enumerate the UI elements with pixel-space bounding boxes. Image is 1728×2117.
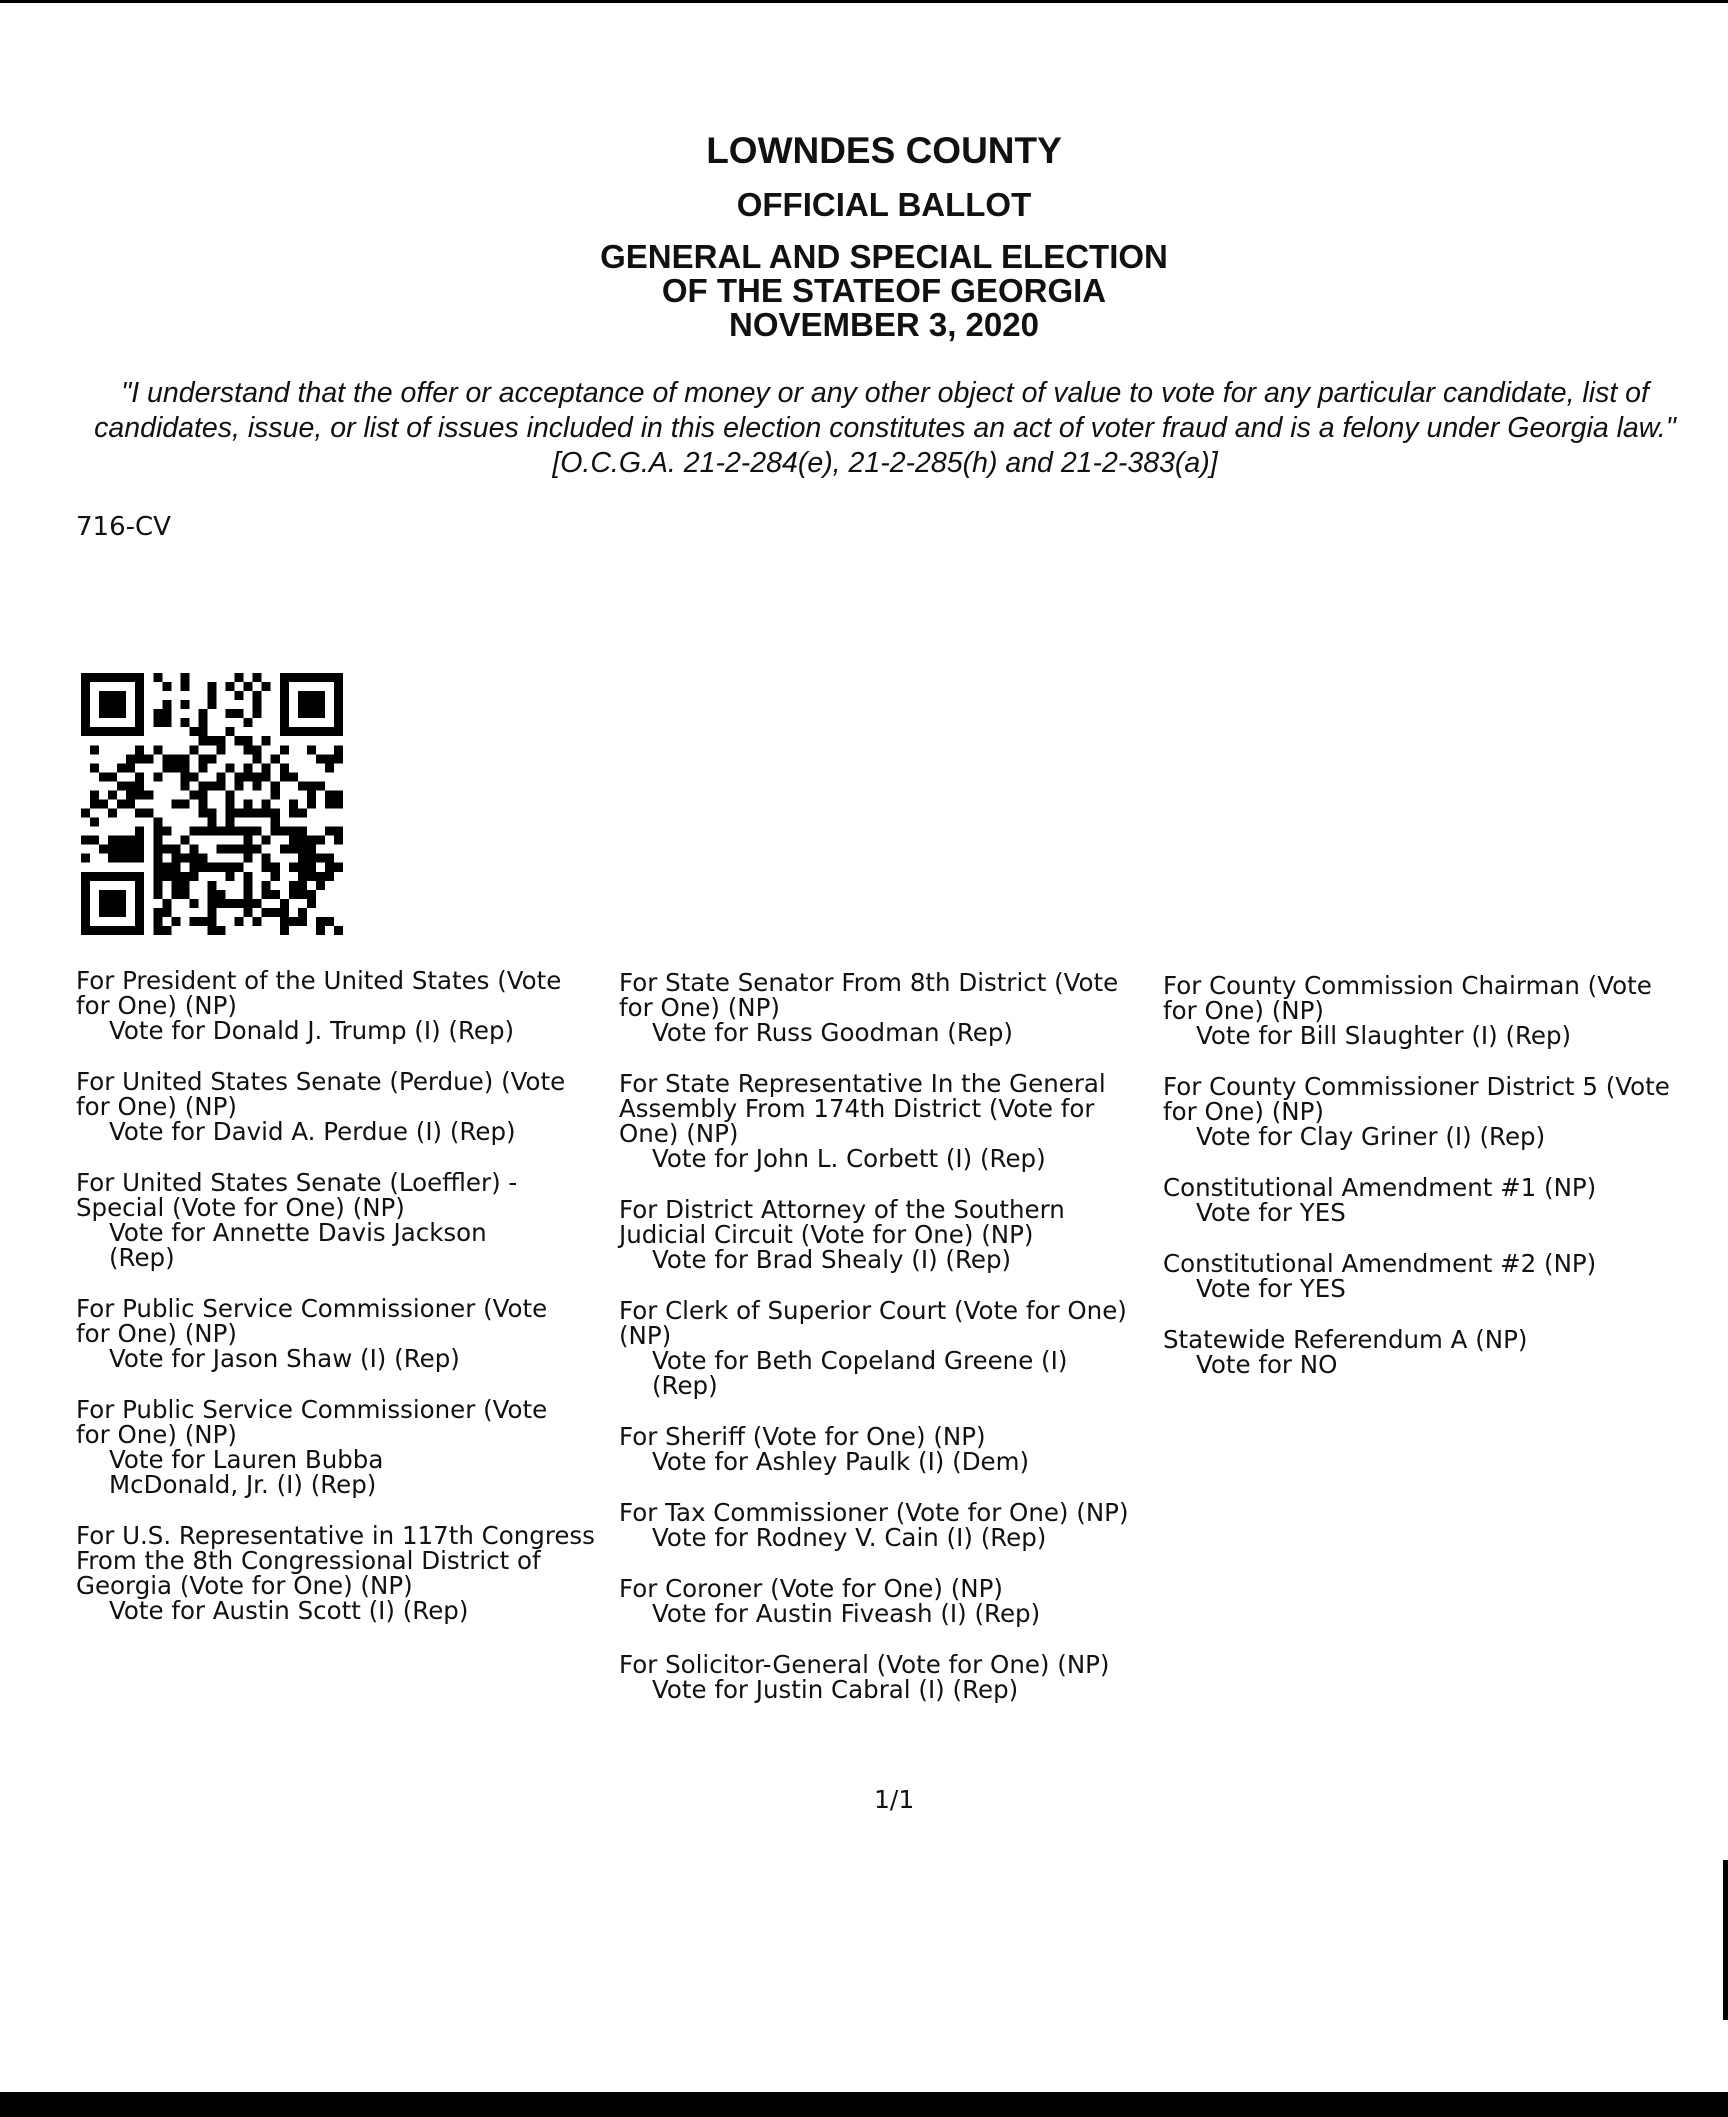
contest-selection: Vote for Brad Shealy (I) (Rep)	[652, 1245, 1012, 1274]
contest	[619, 1500, 1159, 1550]
contest	[619, 1197, 1159, 1272]
contest-selection: Vote for Austin Fiveash (I) (Rep)	[652, 1599, 1041, 1628]
contest-selection: Vote for Lauren Bubba McDonald, Jr. (I) (Rep)	[109, 1445, 384, 1499]
contest	[76, 968, 616, 1043]
contest-selection: Vote for Rodney V. Cain (I) (Rep)	[652, 1523, 1047, 1552]
contest-selection: Vote for YES	[1196, 1198, 1346, 1227]
contest	[76, 1397, 616, 1497]
contest	[1163, 1175, 1723, 1225]
contest-office: For Solicitor-General (Vote for One) (NP)	[619, 1650, 1110, 1679]
scan-top-edge	[0, 0, 1728, 3]
contest	[1163, 1074, 1723, 1149]
contest-selection: Vote for Annette Davis Jackson (Rep)	[109, 1218, 487, 1272]
contest-column-1	[76, 968, 616, 1649]
qr-code-icon	[74, 673, 350, 935]
page-number: 1/1	[874, 1785, 915, 1814]
contest-office: For Coroner (Vote for One) (NP)	[619, 1574, 1003, 1603]
contest-selection: Vote for David A. Perdue (I) (Rep)	[109, 1117, 516, 1146]
contest-office: For District Attorney of the Southern Judicial Circuit (Vote for One) (NP)	[619, 1195, 1065, 1249]
contest	[619, 970, 1159, 1045]
ballot-title: OFFICIAL BALLOT	[736, 186, 1032, 223]
contest-office: Constitutional Amendment #2 (NP)	[1163, 1249, 1597, 1278]
contest-office: Statewide Referendum A (NP)	[1163, 1325, 1528, 1354]
contest-office: For U.S. Representative in 117th Congress From the 8th Congressional District of Georgia (Vote for One) (NP)	[76, 1521, 595, 1600]
contest-selection: Vote for Clay Griner (I) (Rep)	[1196, 1122, 1546, 1151]
contest-selection: Vote for Jason Shaw (I) (Rep)	[109, 1344, 460, 1373]
contest-office: For Sheriff (Vote for One) (NP)	[619, 1422, 986, 1451]
scan-edge-mark	[1723, 1860, 1728, 2020]
contest	[76, 1069, 616, 1144]
contest-office: For Clerk of Superior Court (Vote for One) (NP)	[619, 1296, 1127, 1350]
contest	[76, 1296, 616, 1371]
contest-selection: Vote for Russ Goodman (Rep)	[652, 1018, 1013, 1047]
ballot-header	[0, 128, 1728, 342]
contest-selection: Vote for NO	[1196, 1350, 1338, 1379]
ballot-style-id: 716-CV	[76, 512, 171, 542]
contest	[76, 1523, 616, 1623]
contest	[1163, 1327, 1723, 1377]
contest-office: For Public Service Commissioner (Vote for One) (NP)	[76, 1395, 548, 1449]
contest-selection: Vote for Donald J. Trump (I) (Rep)	[109, 1016, 515, 1045]
contest-column-2	[619, 970, 1159, 1728]
contest-selection: Vote for John L. Corbett (I) (Rep)	[652, 1144, 1046, 1173]
scan-bottom-edge	[0, 2092, 1728, 2117]
election-title: GENERAL AND SPECIAL ELECTION OF THE STATEOF GEORGIA NOVEMBER 3, 2020	[600, 238, 1168, 343]
contest	[619, 1576, 1159, 1626]
contest-office: For County Commissioner District 5 (Vote for One) (NP)	[1163, 1072, 1670, 1126]
contest-selection: Vote for Beth Copeland Greene (I) (Rep)	[652, 1346, 1068, 1400]
contest	[76, 1170, 616, 1270]
contest	[1163, 1251, 1723, 1301]
contest	[1163, 973, 1723, 1048]
contest	[619, 1652, 1159, 1702]
contest-office: For County Commission Chairman (Vote for One) (NP)	[1163, 971, 1652, 1025]
contest-office: For President of the United States (Vote for One) (NP)	[76, 966, 562, 1020]
contest-office: Constitutional Amendment #1 (NP)	[1163, 1173, 1597, 1202]
contest-office: For United States Senate (Perdue) (Vote for One) (NP)	[76, 1067, 566, 1121]
contest-office: For State Senator From 8th District (Vote for One) (NP)	[619, 968, 1119, 1022]
voter-oath: "I understand that the offer or acceptance of money or any other object of value to vote for any particular candidate, list of candidates, issue, or list of issues included in this election constitutes an act of voter fraud and is a felony under Georgia law." [O.C.G.A. 21-2-284(e), 21-2-285(h) and 21-2-383(a)]	[94, 377, 1676, 479]
contest-selection: Vote for Bill Slaughter (I) (Rep)	[1196, 1021, 1572, 1050]
contest-column-3	[1163, 973, 1723, 1403]
contest-office: For United States Senate (Loeffler) - Special (Vote for One) (NP)	[76, 1168, 518, 1222]
county-title: LOWNDES COUNTY	[706, 130, 1062, 171]
contest-office: For State Representative In the General Assembly From 174th District (Vote for One) (NP)	[619, 1069, 1106, 1148]
contest-selection: Vote for Ashley Paulk (I) (Dem)	[652, 1447, 1030, 1476]
contest	[619, 1298, 1159, 1398]
contest	[619, 1071, 1159, 1171]
contest-selection: Vote for YES	[1196, 1274, 1346, 1303]
contest-office: For Public Service Commissioner (Vote for One) (NP)	[76, 1294, 548, 1348]
contest-selection: Vote for Justin Cabral (I) (Rep)	[652, 1675, 1019, 1704]
contest	[619, 1424, 1159, 1474]
contest-selection: Vote for Austin Scott (I) (Rep)	[109, 1596, 469, 1625]
contest-office: For Tax Commissioner (Vote for One) (NP)	[619, 1498, 1129, 1527]
